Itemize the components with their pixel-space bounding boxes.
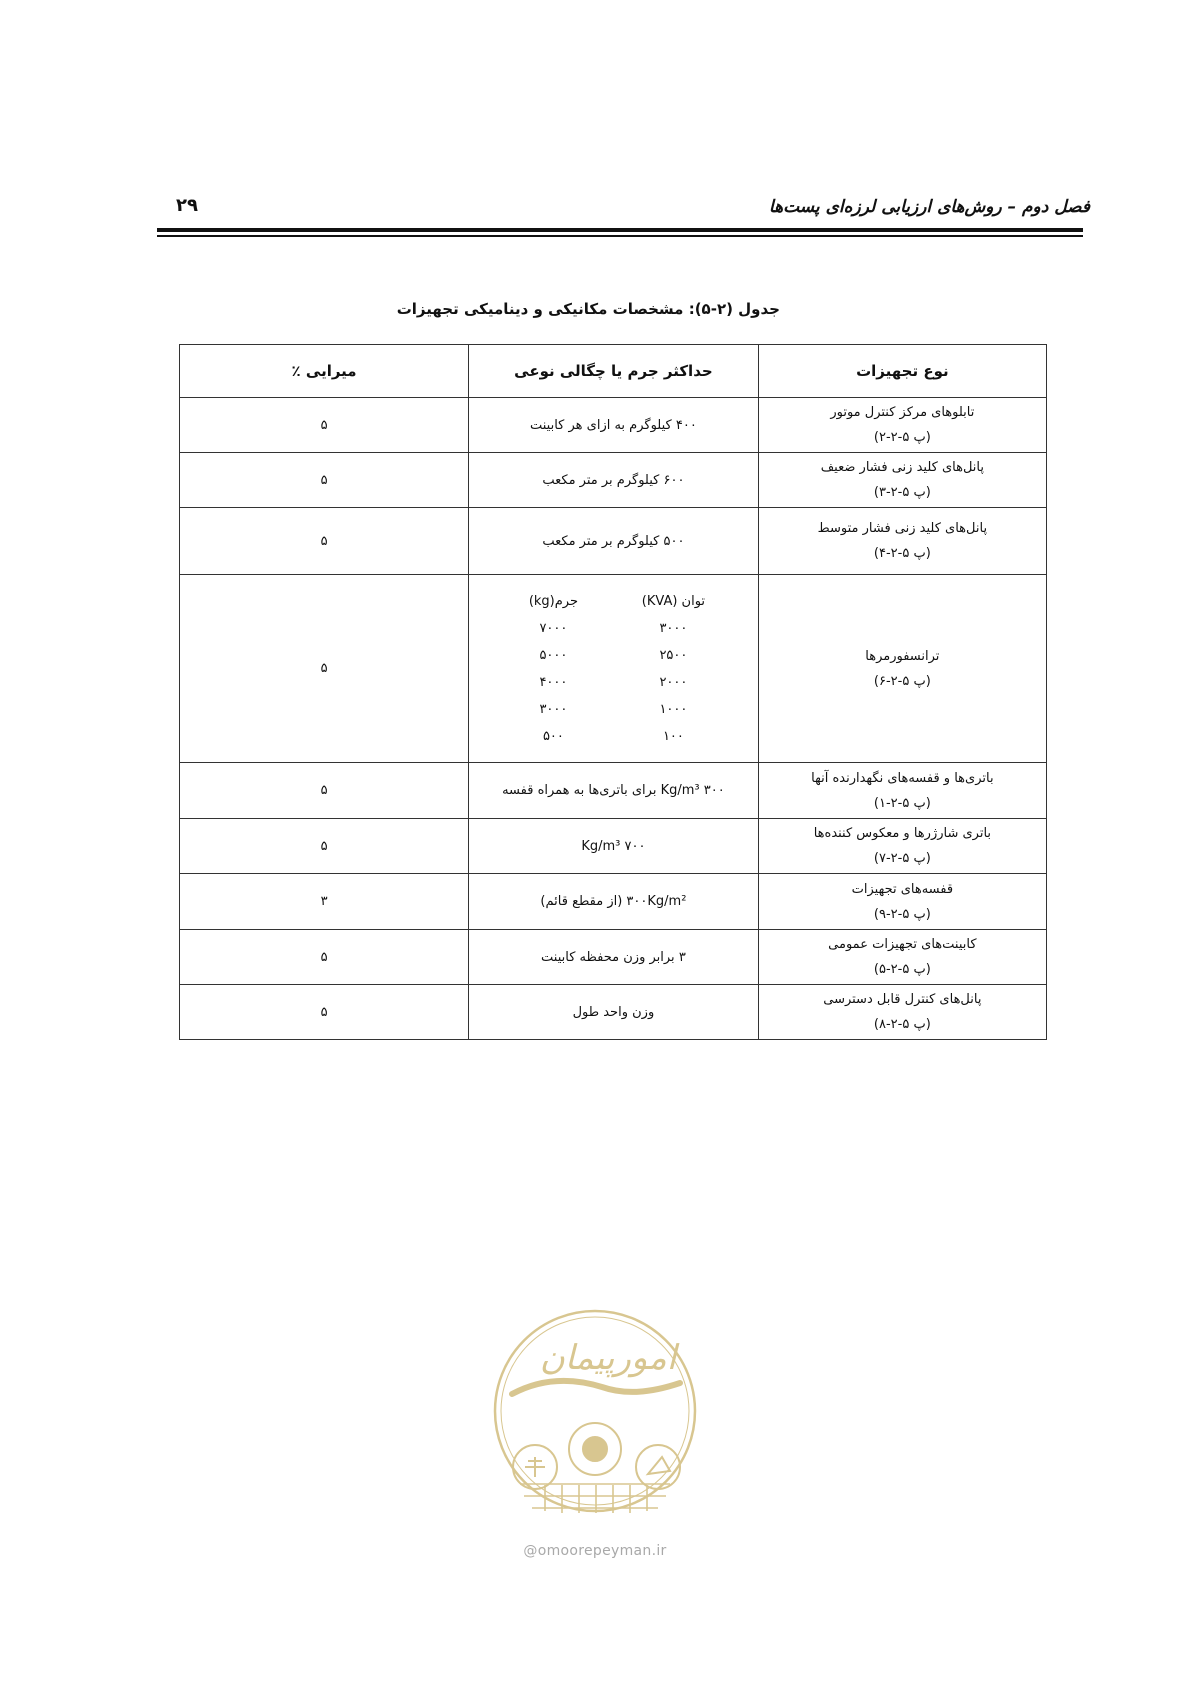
table-caption: جدول (۲-۵): مشخصات مکانیکی و دینامیکی تجهیزات — [396, 300, 780, 318]
table-header-row — [180, 345, 1047, 398]
equipment-ref: (پ ۵-۲-۱) — [873, 795, 931, 811]
table-row — [180, 453, 1047, 508]
damping-cell: ۵ — [180, 508, 469, 575]
logo-seal-icon — [490, 1299, 700, 1549]
damping-cell: ۵ — [180, 453, 469, 508]
damping-cell: ۵ — [180, 930, 469, 985]
damping-cell: ۵ — [180, 575, 469, 763]
mass-cell: ۳ برابر وزن محفظه کابینت — [469, 930, 759, 985]
mass-value: ۴۰۰۰ — [539, 674, 568, 690]
table-row — [180, 763, 1047, 819]
header-equipment: نوع تجهیزات — [758, 345, 1046, 398]
equipment-ref: (پ ۵-۲-۲) — [873, 430, 931, 445]
equipment-cell — [758, 398, 1046, 453]
equipment-ref: (پ ۵-۲-۶) — [873, 673, 931, 689]
equipment-cell — [758, 508, 1046, 575]
damping-cell: ۵ — [180, 398, 469, 453]
equipment-cell — [758, 575, 1046, 763]
table-row — [180, 575, 1047, 763]
equipment-name: پانل‌های کلید زنی فشار ضعیف — [820, 460, 984, 475]
mass-value: ۵۰۰۰ — [539, 647, 568, 663]
header-rule-thin — [157, 235, 1083, 237]
header-mass: حداکثر جرم یا چگالی نوعی — [469, 345, 759, 398]
mass-cell — [469, 575, 759, 763]
mass-value: ۳۰۰۰ — [539, 701, 568, 717]
mass-cell: ۴۰۰ کیلوگرم به ازای هر کابینت — [469, 398, 759, 453]
transformer-mass-grid — [469, 588, 758, 750]
mass-cell: ۵۰۰ کیلوگرم بر متر مکعب — [469, 508, 759, 575]
table-row — [180, 508, 1047, 575]
equipment-cell — [758, 985, 1046, 1040]
mass-cell: ۳۰۰ Kg/m³ برای باتری‌ها به همراه قفسه — [469, 763, 759, 819]
equipment-ref: (پ ۵-۲-۷) — [873, 851, 931, 866]
equipment-spec-table — [179, 344, 1047, 1040]
mass-cell: وزن واحد طول — [469, 985, 759, 1040]
equipment-cell — [758, 453, 1046, 508]
table-row — [180, 930, 1047, 985]
equipment-name: قفسه‌های تجهیزات — [851, 881, 954, 897]
equipment-cell — [758, 819, 1046, 874]
power-value: ۱۰۰۰ — [659, 701, 688, 717]
table-row — [180, 398, 1047, 453]
equipment-ref: (پ ۵-۲-۴) — [873, 546, 931, 561]
damping-cell: ۵ — [180, 985, 469, 1040]
mass-header: جرم(kg) — [528, 593, 579, 609]
damping-cell: ۳ — [180, 874, 469, 930]
watermark-logo — [490, 1299, 700, 1559]
equipment-name: باتری‌ها و قفسه‌های نگهدارنده آنها — [811, 770, 994, 786]
equipment-cell — [758, 930, 1046, 985]
table-row — [180, 985, 1047, 1040]
power-value: ۲۵۰۰ — [659, 647, 688, 663]
power-value: ۳۰۰۰ — [659, 620, 688, 636]
mass-cell: ۷۰۰ Kg/m³ — [469, 819, 759, 874]
power-header: توان (KVA) — [641, 593, 706, 609]
equipment-name: تابلوهای مرکز کنترل موتور — [830, 405, 975, 420]
equipment-cell — [758, 763, 1046, 819]
equipment-ref: (پ ۵-۲-۹) — [873, 906, 931, 922]
header-rule-thick — [157, 228, 1083, 232]
equipment-ref: (پ ۵-۲-۵) — [873, 962, 931, 977]
damping-cell: ۵ — [180, 819, 469, 874]
power-value: ۲۰۰۰ — [659, 674, 688, 690]
equipment-name: ترانسفورمرها — [865, 648, 940, 664]
equipment-name: باتری شارژرها و معکوس کننده‌ها — [813, 826, 992, 841]
damping-cell: ۵ — [180, 763, 469, 819]
equipment-name: کابینت‌های تجهیزات عمومی — [828, 937, 977, 952]
mass-cell: ۳۰۰Kg/m² (از مقطع قائم) — [469, 874, 759, 930]
logo-wordmark: امورپیمان — [539, 1338, 677, 1378]
equipment-cell — [758, 874, 1046, 930]
chapter-title: فصل دوم – روش‌های ارزیابی لرزه‌ای پست‌ها — [768, 197, 1090, 217]
power-value: ۱۰۰ — [662, 728, 684, 744]
watermark-url: @omoorepeyman.ir — [523, 1543, 667, 1559]
mass-value: ۵۰۰ — [542, 728, 564, 744]
header-damping: میرایی ٪ — [180, 345, 469, 398]
equipment-ref: (پ ۵-۲-۸) — [873, 1017, 931, 1032]
equipment-name: پانل‌های کلید زنی فشار متوسط — [817, 521, 988, 536]
equipment-name: پانل‌های کنترل قابل دسترسی — [823, 992, 982, 1007]
table-row — [180, 819, 1047, 874]
page-number: ۲۹ — [176, 195, 198, 216]
equipment-ref: (پ ۵-۲-۳) — [873, 485, 931, 500]
mass-cell: ۶۰۰ کیلوگرم بر متر مکعب — [469, 453, 759, 508]
mass-value: ۷۰۰۰ — [539, 620, 568, 636]
table-row — [180, 874, 1047, 930]
